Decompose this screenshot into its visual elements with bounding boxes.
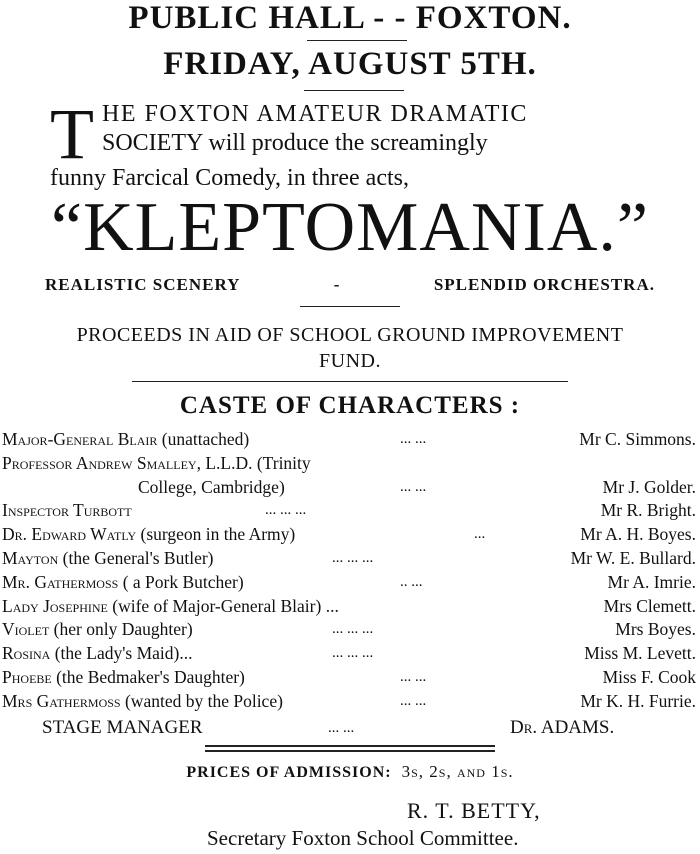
character-name: Mrs Gathermoss (wanted by the Police) bbox=[2, 690, 283, 711]
cast-row bbox=[2, 571, 696, 595]
character-name: Inspector Turbott bbox=[2, 500, 132, 521]
actor-name: Miss M. Levett. bbox=[584, 643, 696, 664]
leader-dots: ... ... bbox=[400, 692, 427, 709]
character-name: Major-General Blair (unattached) bbox=[2, 429, 250, 449]
character-name: Mr. Gathermoss ( a Pork Butcher) bbox=[2, 571, 244, 592]
cast-row bbox=[2, 523, 696, 547]
cast-row bbox=[2, 452, 696, 476]
character-name: Lady Josephine (wife of Major-General Blair) ... bbox=[2, 595, 339, 616]
actor-name: Mr R. Bright. bbox=[600, 500, 696, 521]
intro-line-3: funny Farcical Comedy, in three acts, bbox=[50, 165, 409, 191]
proceeds-line-2: FUND. bbox=[319, 350, 381, 372]
character-name: Dr. Edward Watly (surgeon in the Army) bbox=[2, 524, 296, 545]
proceeds-line-1: PROCEEDS IN AID OF SCHOOL GROUND IMPROVEMENT bbox=[76, 324, 624, 346]
prices-values: 3s, 2s, and 1s. bbox=[401, 762, 514, 781]
character-name: Violet (her only Daughter) bbox=[2, 619, 193, 640]
character-name: Phoebe (the Bedmaker's Daughter) bbox=[2, 666, 245, 687]
actor-name: Mrs Clemett. bbox=[603, 595, 696, 616]
actor-name: Mr K. H. Furrie. bbox=[580, 690, 696, 711]
actor-name: Mrs Boyes. bbox=[615, 619, 696, 640]
cast-list bbox=[2, 428, 696, 714]
leader-dots: ... bbox=[474, 526, 486, 543]
prices-label: PRICES OF ADMISSION: bbox=[186, 764, 392, 781]
leader-dots: ... ... ... bbox=[332, 549, 374, 566]
features-line bbox=[45, 275, 655, 295]
leader-dots: ... ... bbox=[400, 478, 427, 495]
feature-scenery: REALISTIC SCENERY bbox=[45, 275, 241, 294]
leader-dots: ... ... bbox=[328, 720, 355, 736]
cast-row bbox=[2, 476, 696, 500]
leader-dots: ... ... bbox=[400, 431, 427, 447]
character-name: Mayton (the General's Butler) bbox=[2, 547, 214, 568]
feature-orchestra: SPLENDID ORCHESTRA. bbox=[433, 275, 655, 294]
leader-dots: .. ... bbox=[400, 573, 423, 590]
leader-dots: ... ... ... bbox=[265, 502, 307, 519]
cast-row bbox=[2, 666, 696, 690]
leader-dots: ... ... ... bbox=[332, 621, 374, 638]
actor-name: Mr J. Golder. bbox=[602, 476, 696, 497]
signatory-title: Secretary Foxton School Committee. bbox=[207, 826, 519, 850]
date-heading: FRIDAY, AUGUST 5TH. bbox=[163, 46, 537, 82]
divider bbox=[307, 40, 407, 41]
leader-dots: ... ... bbox=[400, 668, 427, 685]
cast-row bbox=[2, 595, 696, 619]
character-name: College, Cambridge) bbox=[138, 476, 285, 497]
stage-manager-row bbox=[0, 715, 700, 741]
actor-name: Miss F. Cook bbox=[602, 666, 696, 687]
stage-manager-label: STAGE MANAGER bbox=[42, 717, 203, 738]
cast-row bbox=[2, 499, 696, 523]
signatory-name: R. T. BETTY, bbox=[407, 798, 541, 823]
actor-name: Mr W. E. Bullard. bbox=[570, 547, 696, 568]
feature-separator: - bbox=[333, 275, 341, 294]
leader-dots: ... ... ... bbox=[332, 645, 374, 662]
intro-line-1: HE FOXTON AMATEUR DRAMATIC bbox=[101, 101, 528, 127]
stage-manager-name: Dr. ADAMS. bbox=[510, 717, 615, 738]
drop-cap: T bbox=[50, 94, 94, 174]
character-name: Professor Andrew Smalley, L.L.D. (Trinity bbox=[2, 452, 311, 473]
character-name: Rosina (the Lady's Maid)... bbox=[2, 643, 193, 664]
cast-row bbox=[2, 547, 696, 571]
divider bbox=[304, 90, 404, 91]
cast-row bbox=[2, 428, 696, 452]
play-title: “KLEPTOMANIA.” bbox=[51, 189, 649, 266]
cast-row bbox=[2, 690, 696, 714]
actor-name: Mr A. H. Boyes. bbox=[580, 524, 696, 545]
proceeds-notice bbox=[0, 322, 700, 374]
divider bbox=[205, 750, 495, 752]
divider bbox=[300, 306, 400, 307]
prices-line bbox=[0, 762, 700, 782]
intro-paragraph bbox=[50, 94, 650, 193]
divider bbox=[205, 745, 495, 747]
actor-name: Mr A. Imrie. bbox=[607, 571, 696, 592]
cast-row bbox=[2, 642, 696, 666]
cast-row bbox=[2, 618, 696, 642]
actor-name: Mr C. Simmons. bbox=[579, 429, 696, 449]
caste-heading: CASTE OF CHARACTERS : bbox=[179, 392, 521, 419]
divider bbox=[132, 381, 568, 382]
intro-line-2: SOCIETY will produce the screamingly bbox=[101, 130, 488, 156]
venue-heading: PUBLIC HALL - - FOXTON. bbox=[128, 0, 572, 36]
